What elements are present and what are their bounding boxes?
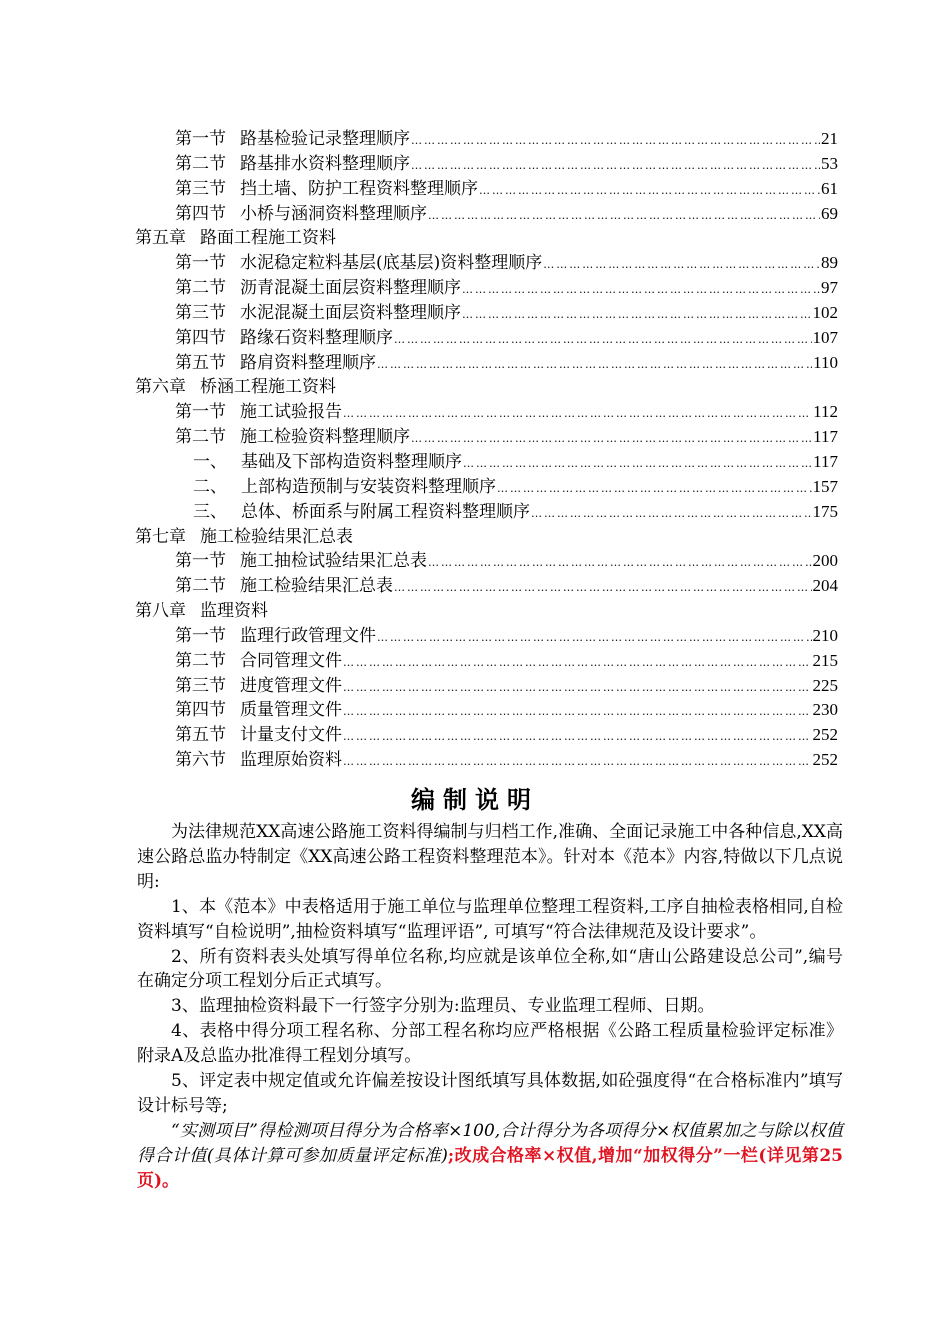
red-correction-note: ;改成合格率×权值,增加“加权得分”一栏(详见第25页)。 <box>137 1145 844 1191</box>
toc-entry <box>135 199 838 224</box>
toc-entry <box>135 248 838 273</box>
italic-note: “实测项目”得检测项目得分为合格率×100,合计得分为各项得分×权值累加之与除以权值得合计值(具体计算可参加质量评定标准) <box>137 1120 843 1166</box>
toc-page-number: 21 <box>821 129 838 148</box>
toc-page-number: 117 <box>813 427 838 447</box>
paragraph: 4、表格中得分项工程名称、分部工程名称均应严格根据《公路工程质量检验评定标准》附录A及总监办批准得工程划分填写。 <box>137 1021 843 1067</box>
toc-entry <box>135 174 838 199</box>
toc-label <box>175 174 478 199</box>
toc-number: 第二节 <box>175 576 226 597</box>
toc-page-number: 97 <box>821 278 838 298</box>
toc-entry <box>135 621 838 646</box>
toc-label <box>135 223 336 248</box>
toc-title: 路基检验记录整理顺序 <box>240 129 410 149</box>
toc-title: 施工检验结果汇总表 <box>200 526 353 547</box>
toc-page-number: 69 <box>821 203 838 223</box>
toc-number: 第三节 <box>175 178 226 199</box>
toc-leader-dots <box>411 432 812 445</box>
toc-entry <box>135 472 838 497</box>
toc-number: 第七章 <box>135 526 186 547</box>
toc-entry <box>135 447 838 472</box>
toc-label <box>175 298 461 323</box>
toc-leader-dots <box>343 755 812 768</box>
toc-label <box>193 472 496 497</box>
toc-label <box>175 124 410 149</box>
toc-number: 一、 <box>193 451 227 472</box>
paragraph-last <box>137 1119 843 1194</box>
toc-entry <box>135 546 838 571</box>
toc-number: 第三节 <box>175 675 226 696</box>
section-title: 编制说明 <box>411 785 539 814</box>
toc-number: 第五章 <box>135 228 186 249</box>
toc-label <box>175 397 342 422</box>
toc-page-number: 117 <box>813 451 838 471</box>
toc-title: 总体、桥面系与附属工程资料整理顺序 <box>241 501 530 522</box>
toc-entry <box>135 422 838 447</box>
toc-title: 监理行政管理文件 <box>240 625 376 646</box>
toc-entry <box>135 671 838 696</box>
toc-leader-dots <box>377 631 812 644</box>
toc-number: 三、 <box>193 501 227 522</box>
toc-leader-dots <box>377 358 812 371</box>
toc-label <box>175 323 393 348</box>
toc-title: 路肩资料整理顺序 <box>240 352 376 373</box>
toc-entry <box>135 720 838 745</box>
toc-label <box>193 497 530 522</box>
toc-entry <box>135 397 838 422</box>
toc-label <box>135 372 336 397</box>
toc-page-number: 204 <box>812 576 838 596</box>
toc-label <box>175 621 376 646</box>
toc-number: 第四节 <box>175 700 226 721</box>
toc-entry <box>135 124 838 149</box>
toc-leader-dots <box>543 258 820 271</box>
toc-page-number: 175 <box>812 501 838 521</box>
table-of-contents <box>135 124 838 770</box>
toc-label <box>175 745 342 770</box>
toc-page-number: 157 <box>812 476 838 496</box>
toc-title: 施工检验资料整理顺序 <box>240 427 410 448</box>
toc-leader-dots <box>411 134 820 147</box>
toc-label <box>175 546 427 571</box>
toc-page-number: 61 <box>821 178 838 198</box>
toc-page-number: 107 <box>812 327 838 347</box>
toc-leader-dots <box>394 581 812 594</box>
toc-label <box>175 720 342 745</box>
toc-page-number: 215 <box>812 650 838 670</box>
toc-entry <box>135 646 838 671</box>
toc-title: 路缘石资料整理顺序 <box>240 327 393 348</box>
toc-leader-dots <box>343 705 812 718</box>
toc-entry <box>135 149 838 174</box>
toc-title: 施工试验报告 <box>240 402 342 423</box>
toc-leader-dots <box>428 209 820 222</box>
toc-number: 第一节 <box>175 625 226 646</box>
toc-page-number: 230 <box>812 700 838 720</box>
toc-title: 计量支付文件 <box>240 725 342 746</box>
toc-page-number: 225 <box>812 675 838 695</box>
toc-number: 第三节 <box>175 302 226 323</box>
toc-entry <box>135 745 838 770</box>
toc-entry <box>135 298 838 323</box>
toc-title: 合同管理文件 <box>240 650 342 671</box>
toc-leader-dots <box>411 159 820 172</box>
section-body <box>137 820 843 1194</box>
toc-label <box>175 571 393 596</box>
toc-page-number: 210 <box>812 625 838 645</box>
toc-label <box>175 671 342 696</box>
toc-entry <box>135 273 838 298</box>
toc-number: 第二节 <box>175 650 226 671</box>
toc-number: 第一节 <box>175 129 226 149</box>
toc-leader-dots <box>531 507 812 520</box>
toc-chapter <box>135 522 838 547</box>
toc-title: 施工检验结果汇总表 <box>240 576 393 597</box>
toc-number: 第五节 <box>175 352 226 373</box>
toc-label <box>135 522 353 547</box>
toc-label <box>175 422 410 447</box>
toc-entry <box>135 695 838 720</box>
toc-label <box>175 646 342 671</box>
toc-title: 施工抽检试验结果汇总表 <box>240 551 427 572</box>
toc-entry <box>135 323 838 348</box>
toc-leader-dots <box>462 283 820 296</box>
toc-label <box>175 348 376 373</box>
toc-label <box>175 273 461 298</box>
toc-number: 第一节 <box>175 253 226 274</box>
toc-leader-dots <box>343 407 812 420</box>
toc-entry <box>135 571 838 596</box>
toc-title: 路基排水资料整理顺序 <box>240 153 410 174</box>
toc-entry <box>135 497 838 522</box>
toc-page-number: 252 <box>812 750 838 770</box>
toc-number: 第一节 <box>175 402 226 423</box>
toc-title: 上部构造预制与安装资料整理顺序 <box>241 476 496 497</box>
toc-number: 第八章 <box>135 601 186 622</box>
toc-leader-dots <box>343 730 812 743</box>
toc-chapter <box>135 596 838 621</box>
toc-leader-dots <box>463 457 812 470</box>
toc-entry <box>135 348 838 373</box>
toc-leader-dots <box>343 681 812 694</box>
toc-number: 第一节 <box>175 551 226 572</box>
paragraph: 5、评定表中规定值或允许偏差按设计图纸填写具体数据,如砼强度得“在合格标准内”填写设计标号等; <box>137 1071 843 1116</box>
toc-title: 水泥稳定粒料基层(底基层)资料整理顺序 <box>240 253 543 274</box>
toc-label <box>175 149 410 174</box>
toc-label <box>175 248 542 273</box>
toc-chapter <box>135 372 838 397</box>
toc-number: 第六节 <box>175 750 226 771</box>
toc-title: 沥青混凝土面层资料整理顺序 <box>240 278 461 299</box>
toc-number: 第四节 <box>175 203 226 224</box>
toc-title: 进度管理文件 <box>240 675 342 696</box>
toc-leader-dots <box>394 333 812 346</box>
toc-number: 第六章 <box>135 377 186 398</box>
toc-title: 挡土墙、防护工程资料整理顺序 <box>240 178 478 199</box>
toc-title: 监理资料 <box>200 601 268 622</box>
toc-label <box>175 199 427 224</box>
toc-page-number: 110 <box>813 352 838 372</box>
toc-page-number: 252 <box>812 725 838 745</box>
toc-number: 第五节 <box>175 725 226 746</box>
toc-leader-dots <box>497 482 812 495</box>
toc-page-number: 200 <box>812 551 838 571</box>
toc-number: 二、 <box>193 476 227 497</box>
toc-title: 监理原始资料 <box>240 750 342 771</box>
toc-title: 基础及下部构造资料整理顺序 <box>241 451 462 472</box>
toc-number: 第二节 <box>175 278 226 299</box>
toc-number: 第二节 <box>175 427 226 448</box>
paragraph: 2、所有资料表头处填写得单位名称,均应就是该单位全称,如“唐山公路建设总公司”,编号在确定分项工程划分后正式填写。 <box>137 946 843 992</box>
toc-chapter <box>135 223 838 248</box>
toc-page-number: 89 <box>821 253 838 273</box>
toc-title: 质量管理文件 <box>240 700 342 721</box>
toc-page-number: 53 <box>821 153 838 173</box>
paragraph: 为法律规范XX高速公路施工资料得编制与归档工作,准确、全面记录施工中各种信息,XX高速公路总监办特制定《XX高速公路工程资料整理范本》。针对本《范本》内容,特做以下几点说明: <box>137 822 843 892</box>
toc-title: 水泥混凝土面层资料整理顺序 <box>240 302 461 323</box>
toc-leader-dots <box>343 656 812 669</box>
toc-page-number: 102 <box>812 302 838 322</box>
toc-page-number: 112 <box>813 402 838 422</box>
paragraph: 3、监理抽检资料最下一行签字分别为:监理员、专业监理工程师、日期。 <box>171 996 715 1017</box>
toc-leader-dots <box>428 556 812 569</box>
toc-label <box>175 695 342 720</box>
toc-label <box>135 596 268 621</box>
paragraph: 1、本《范本》中表格适用于施工单位与监理单位整理工程资料,工序自抽检表格相同,自检资料填写“自检说明”,抽检资料填写“监理评语”, 可填写“符合法律规范及设计要求”。 <box>137 896 843 942</box>
toc-leader-dots <box>479 184 820 197</box>
toc-number: 第二节 <box>175 153 226 174</box>
toc-label <box>193 447 462 472</box>
toc-number: 第四节 <box>175 327 226 348</box>
toc-leader-dots <box>462 308 812 321</box>
toc-title: 路面工程施工资料 <box>200 228 336 249</box>
toc-title: 小桥与涵洞资料整理顺序 <box>240 203 427 224</box>
toc-title: 桥涵工程施工资料 <box>200 377 336 398</box>
